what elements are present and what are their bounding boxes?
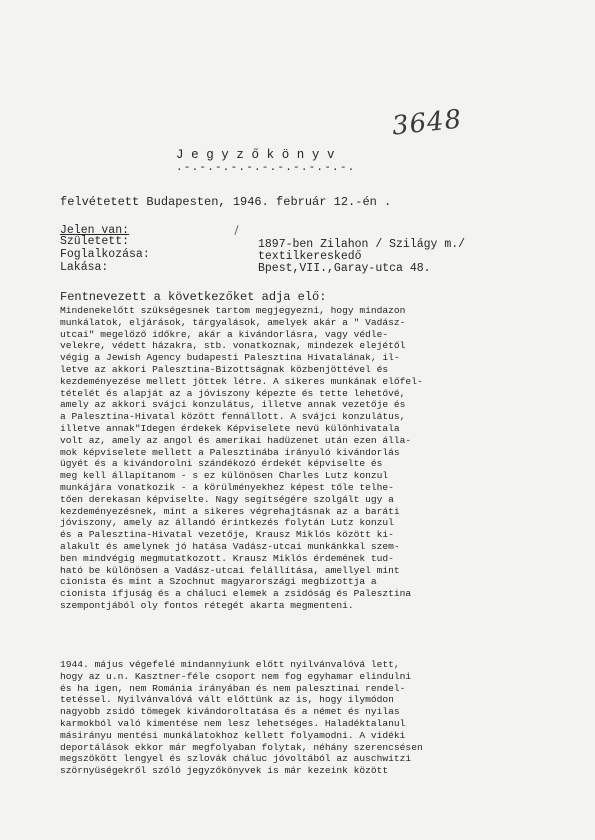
text-line: kezdeményezésnek, mint a sikeres végrehajtásnak az a baráti: [60, 505, 400, 517]
text-line: utcai" megelőző időkre, akár a kivándorlásra, vagy védle-: [60, 328, 389, 340]
document-title: Jegyzőkönyv: [176, 148, 343, 162]
paragraph-2: [60, 659, 560, 777]
text-line: másirányu mentési munkálatokhoz kellett folyamodni. A vidéki: [60, 729, 406, 741]
text-line: illetve annak"Idegen érdekek Képviselete nevü különhivatala: [60, 422, 400, 434]
text-line: és a Palesztina-Hivatal vezetője, Krausz Miklós között ki-: [60, 529, 394, 541]
text-line: kezdeményezése mellett jöttek létre. A sikeres munkának előfel-: [60, 375, 423, 387]
text-line: mok képviselete mellett a Palesztinába irányuló kivándorlás: [60, 446, 400, 458]
text-line: letve az akkori Palesztina-Bizottságnak közbenjöttével és: [60, 363, 389, 375]
text-line: nagyobb zsidó tömegek kivándoroltatása és a német és nyilas: [60, 706, 400, 718]
text-line: alakult és amelynek jó hatása Vadász-utcai munkánkkal szem-: [60, 540, 400, 552]
text-line: a Palesztina-Hivatal között fennállott. A svájci konzulátus,: [60, 411, 406, 423]
text-line: deportálások ekkor már megfolyaban folytak, néhány szerencsésen: [60, 741, 423, 753]
pen-mark: [234, 225, 238, 235]
text-line: Mindenekelőtt szükségesnek tartom megjegyezni, hogy mindazon: [60, 305, 406, 316]
handwritten-document-number: 3648: [390, 104, 464, 142]
intro-line: felvétetett Budapesten, 1946. február 12.-én .: [60, 195, 392, 209]
text-line: hogy az u.n. Kasztner-féle csoport nem fog egyhamar elindulni: [60, 670, 412, 682]
born-value: 1897-ben Zilahon / Szilágy m./: [258, 238, 466, 251]
text-line: tételét és alapját az a jóviszony képezte és tette lehetővé,: [60, 387, 406, 399]
paragraph-1: [60, 305, 560, 612]
text-line: végig a Jewish Agency budapesti Palesztina Hivatalának, il-: [60, 352, 400, 364]
text-line: munkájára vonatkozik - a körülményekhez képest tőle telhe-: [60, 481, 394, 493]
text-line: és ha igen, nem Románia irányában és nem palesztinai rendel-: [60, 682, 406, 694]
text-line: szörnyüségekről szóló jegyzőkönyvek is már kezeink között: [60, 765, 389, 777]
text-line: tetéssel. Nyilvánvalóvá vált előttünk az is, hogy ilymódon: [60, 694, 394, 706]
text-line: amely az akkori svájci konzulátus, illetve annak vezetője és: [60, 399, 406, 411]
statement-intro: Fentnevezett a következőket adja elő:: [60, 290, 327, 304]
text-line: 1944. május végefelé mindannyiunk előtt nyilvánvalóvá lett,: [60, 659, 400, 670]
text-line: volt az, amely az angol és amerikai hadüzenet után ezen álla-: [60, 434, 412, 446]
text-line: cionista ifjuság és a cháluci elemek a zsidóság és Palesztina: [60, 588, 412, 600]
born-label: Született:: [60, 235, 130, 248]
text-line: ügyét és a kivándorolni szándékozó érdekét képviselte és: [60, 458, 383, 470]
address-value: Bpest,VII.,Garay-utca 48.: [258, 262, 431, 275]
text-line: karmokból való kimentése nem lesz lehetséges. Haladéktalanul: [60, 717, 406, 729]
text-line: ben mindvégig megmutatkozott. Krausz Miklós érdemének tud-: [60, 552, 394, 564]
text-line: ható be különösen a Vadász-utcai felállítása, amellyel mint: [60, 564, 400, 576]
address-label: Lakása:: [60, 261, 109, 274]
text-line: munkálatok, eljárások, tárgyalások, amelyek akár a " Vadász-: [60, 316, 406, 328]
text-line: meg kell állapítanom - s ez különösen Charles Lutz konzul: [60, 470, 389, 482]
text-line: jóviszony, amely az állandó érintkezés folytán Lutz konzul: [60, 517, 394, 529]
occupation-value: textilkereskedő: [258, 250, 362, 263]
text-line: szempontjából oly fontos rétegét akarta megmenteni.: [60, 599, 354, 611]
text-line: cionista és mint a Szochnut magyarországi megbízottja a: [60, 576, 377, 588]
text-line: tően derekasan képviselte. Nagy segítségére szolgált ugy a: [60, 493, 394, 505]
present-label: Jelen van:: [60, 224, 130, 237]
text-line: megszökött lengyel és szlovák cháluc jóvoltából az auschwitzi: [60, 753, 412, 765]
title-underline: .-.-.-.-.-.-.-.-.-.-.-.: [176, 162, 356, 174]
occupation-label: Foglalkozása:: [60, 248, 150, 261]
text-line: velekre, védett házakra, stb. vonatkoznak, mindezek elejétől: [60, 340, 406, 352]
